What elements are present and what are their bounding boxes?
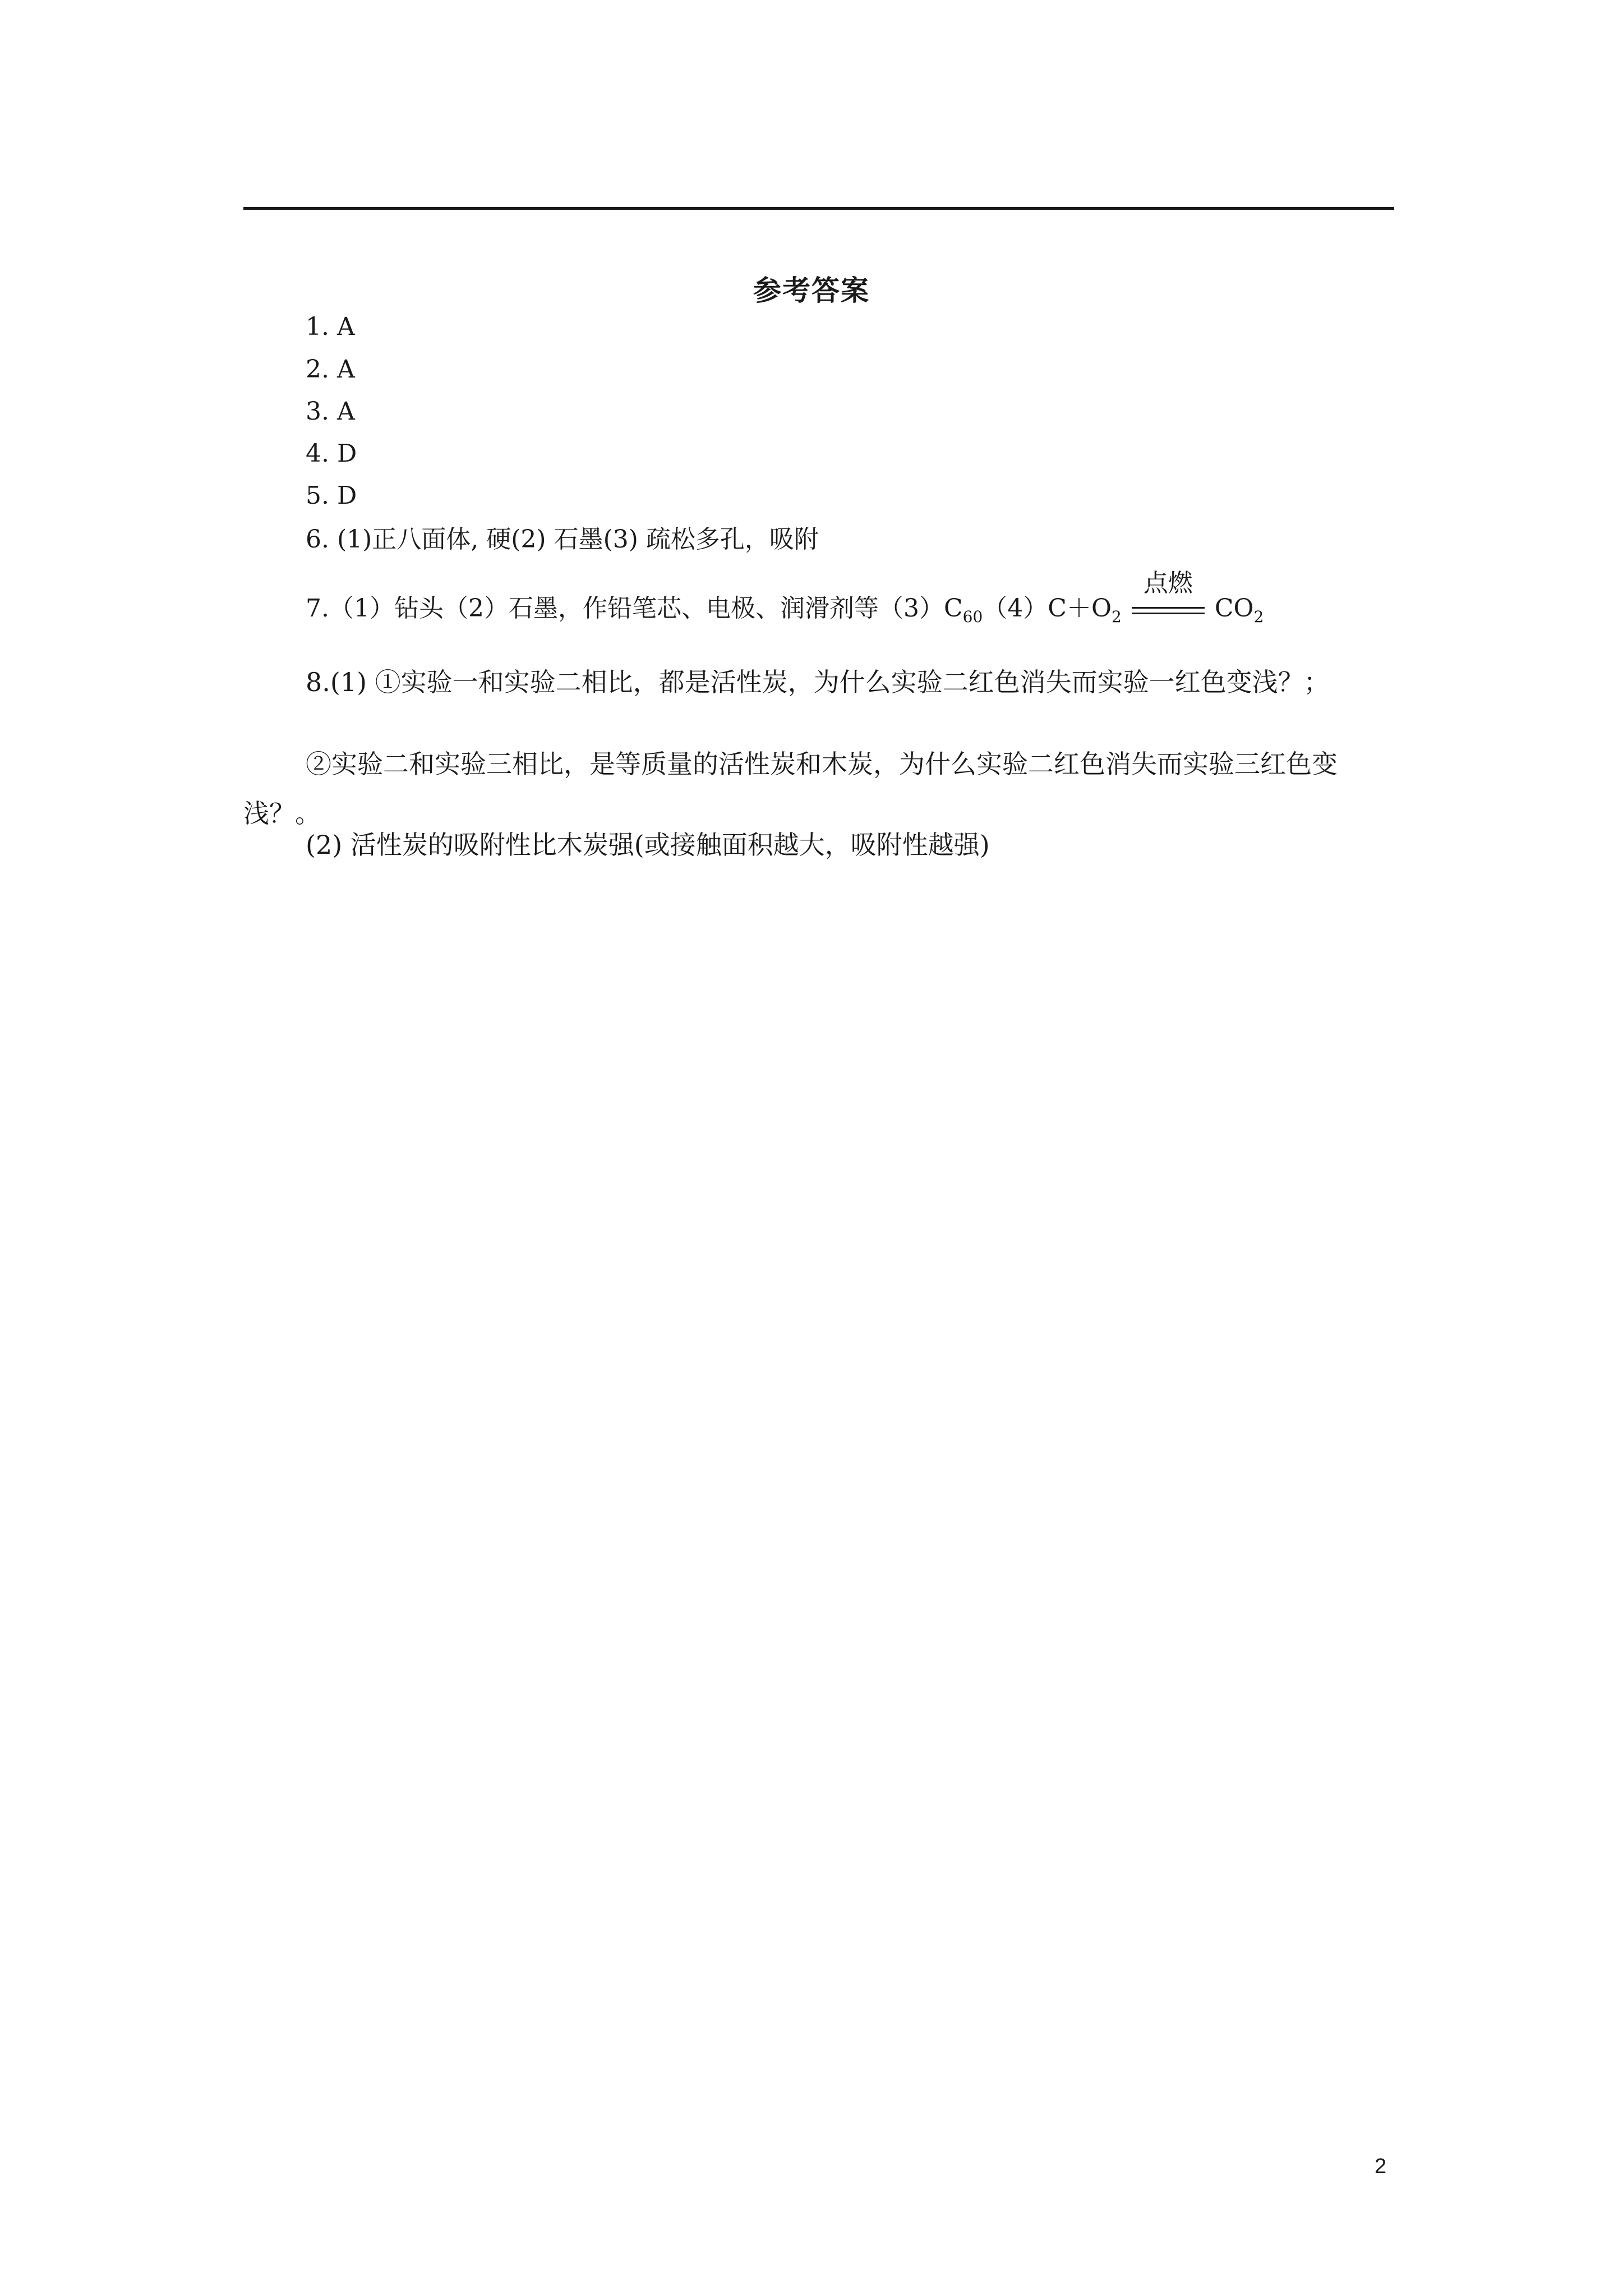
header-rule xyxy=(243,207,1394,210)
answer-7: 7.（1）钻头（2）石墨，作铅笔芯、电极、润滑剂等$(3)C_{60}(4)C+O_2$ 点燃 $CO_2$ xyxy=(306,568,1264,626)
answer-6: 6. (1)正八面体, 硬(2) 石墨(3) 疏松多孔，吸附 xyxy=(306,525,819,554)
answer-4: 4. D xyxy=(306,439,357,468)
answer-3: 3. A xyxy=(306,397,355,426)
ignite-label: 点燃 xyxy=(1143,568,1193,597)
answer-5: 5. D xyxy=(306,481,357,510)
answer-2: 2. A xyxy=(306,355,355,384)
answer-1: 1. A xyxy=(306,312,355,341)
page-number: 2 xyxy=(1375,2155,1387,2178)
page-title: 参考答案 xyxy=(753,274,870,307)
answer-8-part2: (2) 活性炭的吸附性比木炭强(或接触面积越大，吸附性越强) xyxy=(306,830,990,860)
answer-8-part1: 8.(1) ①实验一和实验二相比，都是活性炭，为什么实验二红色消失而实验一红色变浅？； xyxy=(306,667,1330,697)
reaction-condition xyxy=(1132,568,1205,622)
answer-8-part1-b: ②实验二和实验三相比，是等质量的活性炭和木炭，为什么实验二红色消失而实验三红色变浅？。 xyxy=(243,749,1338,829)
